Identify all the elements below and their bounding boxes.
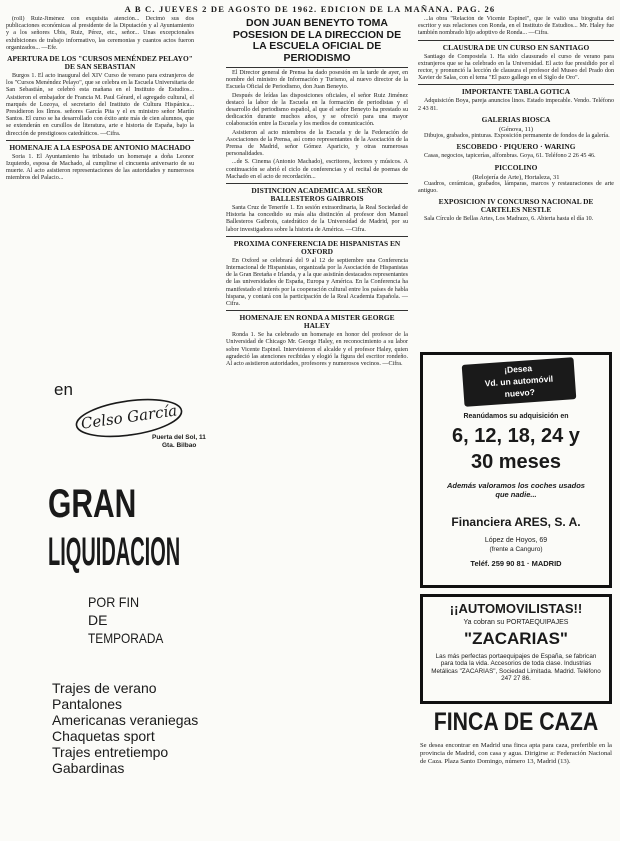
col3-article5-sub: (Relojería de Arte), Hortaleza, 31	[472, 173, 560, 181]
column-2	[226, 16, 408, 834]
divider	[418, 84, 614, 85]
ares-meses: 30 meses	[470, 451, 562, 473]
finca-caza-ad	[416, 708, 616, 828]
ares-phone: Teléf. 259 90 81 · MADRID	[470, 559, 562, 568]
celso-garcia-logo	[74, 398, 184, 438]
celso-address2: Gta. Bilbao	[162, 442, 197, 449]
col3-article6-heading: EXPOSICION IV CONCURSO NACIONAL DE CARTELES NESTLE	[438, 197, 594, 215]
celso-liquidacion: LIQUIDACION	[48, 530, 181, 574]
col2-article4-body: Ronda 1. Se ha celebrado un homenaje en honor del profesor de la Universidad de Chicago Mr. George Haley, en reconocimiento a su labor sobre Vicente Espinel. Intervinieron el alcalde y el profesor Haley, quien agradeció las atenciones recibidas y elogió la figura del escritor rondeño. Al acto asistieron autoridades, profesores y numerosos vecinos. —Cifra.	[226, 332, 408, 368]
col2-article3-body: En Oxford se celebrará del 9 al 12 de septiembre una Conferencia Internacional de Hispanistas, organizada por la Asociación de Hispanistas de la Gran Bretaña e Irlanda, y a la que asistirán destacados representantes de las universidades de España, Europa y América. En la Conferencia ha manifestado el interés por la cooperación cultural entre los países de habla hispana, y contará con la participación de la Real Academia Española. —Cifra.	[226, 257, 408, 308]
col3-article5-heading: PICCOLINO	[494, 162, 538, 172]
col1-article2-body: Soria 1. El Ayuntamiento ha tributado un homenaje a doña Leonor Izquierdo, esposa de Machado, al cumplirse el cincuenta aniversario de su muerte. Al acto asistieron representaciones de las autoridades y numerosos miembros del Palacio...	[6, 153, 194, 182]
divider	[226, 310, 408, 311]
ares-banner	[462, 357, 577, 407]
ares-banner-line: nuevo?	[504, 386, 536, 400]
col1-top-text: (roll) Ruiz-Jiménez con exquisita atención... Decimó sus dos publicaciones económicas al presidente de la Diputación y al Ayuntamiento y a los señores Ubis, Ruiz, Pérez, etc., señor... Unas excepcionales exhibiciones de trabajo informativo, las ceremonias y cuantos actos fueron organizados... —Efe.	[6, 16, 194, 51]
col3-article3-heading: GALERIAS BIOSCA	[481, 114, 551, 124]
page-header: A B C. JUEVES 2 DE AGOSTO DE 1962. EDICION DE LA MAÑANA. PAG. 26	[124, 4, 496, 14]
col2-paragraph: El Director general de Prensa ha dado posesión en la tarde de ayer, en nombre del ministro de Información y Turismo, al nuevo director de la Escuela Oficial de Periodismo, don Juan Beneyto.	[226, 70, 408, 91]
celso-item: Pantalones	[52, 696, 123, 712]
ares-intro: Reanúdamos su adquisición en	[463, 413, 569, 420]
col3-article1-body: Santiago de Compostela 1. Ha sido clausurado el curso de verano para extranjeros que se ha celebrado en la Universidad. El acto fue presidido por el rector, y pronunció la lección de clausura el profesor del Museo del Prado don Xavier de Salas, con el tema "El pazo gallego en el Siglo de Oro".	[418, 53, 614, 82]
col2-article4-heading: HOMENAJE EN RONDA A MISTER GEORGE HALEY	[239, 313, 395, 331]
col3-paragraph: ...la obra "Relación de Vicente Espinel", que le valió una biografía del escritor y sus relaciones con Ronda, en el Instituto de Estudios... Mr. Haley fue también nombrado hijo adoptivo de Ronda... —Cifra.	[418, 16, 614, 37]
celso-item: Trajes entretiempo	[52, 744, 169, 760]
celso-item: Americanas veraniegas	[52, 712, 199, 728]
celso-por-fin: POR FIN	[88, 594, 140, 610]
ares-valoramos: Además valoramos los coches usados que nadie...	[447, 481, 585, 499]
ares-address: López de Hoyos, 69	[484, 537, 548, 544]
col1-article1-body: Burgos 1. El acto inaugural del XIV Curso de verano para extranjeros de los "Cursos Menéndez Pelayo", que se celebra en la Escuela Universitaria de San Sebastián, se celebró esta mañana en el Instituto de Estudios... Asistieron el embajador de Francia M. Paul Gérard, el agregado cultural, el marqués de Lozoya, el secretario del Instituto de Cultura Hispánica... Presidieron los Ilmos. señores García Pita y el ex ministro señor Martín Santos. El curso se ha desarrollado con éxito ante más de cien alumnos, que se extenderán en cursillos de literatura, arte e historia de España, bajo la dirección de prestigiosos catedráticos. —Cifra.	[6, 73, 194, 137]
ares-address2: (frente a Canguro)	[489, 546, 543, 553]
zacarias-name: "ZACARIAS"	[464, 629, 568, 648]
ares-banner-line: ¡Desea	[503, 363, 533, 375]
col2-article2-heading: DISTINCION ACADEMICA AL SEÑOR BALLESTEROS GAIBROIS	[251, 186, 383, 204]
col3-article1-heading: CLAUSURA DE UN CURSO EN SANTIAGO	[442, 42, 590, 52]
celso-item: Trajes de verano	[52, 680, 157, 696]
celso-gran: GRAN	[48, 482, 137, 526]
col2-article3-heading: PROXIMA CONFERENCIA DE HISPANISTAS EN OXFORD	[233, 238, 401, 256]
zacarias-ad	[420, 594, 612, 704]
column-1	[6, 16, 194, 351]
celso-temporada: TEMPORADA	[88, 630, 164, 646]
ares-company: Financiera ARES, S. A.	[451, 515, 581, 529]
column-3	[418, 16, 614, 361]
ares-plazos: 6, 12, 18, 24 y	[452, 425, 580, 447]
celso-en: en	[54, 380, 73, 399]
divider	[226, 236, 408, 237]
celso-garcia-ad	[34, 372, 212, 812]
ares-banner-line: Vd. un automóvil	[484, 373, 554, 389]
divider	[6, 140, 194, 141]
col2-paragraph: Después de leídas las disposiciones oficiales, el señor Ruiz Jiménez destacó la labor de la Escuela en la formación de periodistas y el desarrollo del periodismo español, al que el señor Beneyto ha prestado su dedicación durante muchos años, y se ofreció para una mayor colaboración entre la Escuela y los medios de comunicación.	[226, 92, 408, 128]
celso-item: Chaquetas sport	[52, 728, 155, 744]
celso-item: Gabardinas	[52, 760, 125, 776]
divider	[226, 67, 408, 68]
zacarias-text: Las más perfectas portaequipajes de España, se fabrican para toda la vida. Accesorios de toda clase. Industrias Metálicas "ZACARIAS", Sociedad Limitada. Madrid. Teléfono 247 27 86.	[431, 653, 601, 683]
col1-article1-heading: APERTURA DE LOS "CURSOS MENÉNDEZ PELAYO" DE SAN SEBASTIAN	[7, 54, 193, 72]
col3-article2-heading: IMPORTANTE TABLA GOTICA	[461, 87, 571, 97]
col3-article2-body: Adquisición Boya, pareja anuncios linos. Estado impecable. Vendo. Teléfono 2 43 81.	[418, 98, 614, 112]
col3-article3-body: Dibujos, grabados, pinturas. Exposición permanente de fondos de la galería.	[424, 133, 610, 140]
finca-title: FINCA DE CAZA	[433, 708, 599, 736]
col2-paragraph: Asistieron al acto miembros de la Escuela y de la Federación de Asociaciones de la Prensa, así como representantes de la Asociación de la Prensa de Madrid, señor Gómez Aparicio, y otras numerosas personalidades.	[226, 129, 408, 158]
divider	[226, 183, 408, 184]
col2-article2-body: Santa Cruz de Tenerife 1. En sesión extraordinaria, la Real Sociedad de Historia ha concedido su más alta distinción al profesor don Manuel Ballesteros Gaibrois, catedrático de la Universidad de Madrid, por su labor investigadora sobre la historia de América. —Cifra.	[226, 205, 408, 233]
col3-article4-heading: ESCOBEDO · PIQUERO · WARING	[456, 142, 576, 152]
celso-de: DE	[88, 612, 108, 628]
zacarias-sub: Ya cobran su PORTAEQUIPAJES	[463, 619, 569, 626]
col3-article5-body: Cuadros, cerámicas, grabados, lámparas, marcos y restauraciones de arte antiguo.	[418, 181, 614, 195]
col3-article6-body: Sala Círculo de Bellas Artes, Los Madrazo, 6. Abierta hasta el día 10.	[424, 216, 594, 223]
celso-address: Puerta del Sol, 11	[152, 434, 206, 441]
col1-article2-heading: HOMENAJE A LA ESPOSA DE ANTONIO MACHADO	[9, 142, 191, 152]
col3-article3-sub: (Génova, 11)	[498, 125, 534, 133]
celso-brand: Celso García	[79, 401, 179, 433]
divider	[418, 40, 614, 41]
financiera-ares-ad	[420, 352, 612, 588]
col2-paragraph: ...de S. Cinema (Antonio Machado), escritores, lectores y músicos. A continuación se abrió el ciclo de conferencias y el recital de poemas de Machado en el acto de recordación...	[226, 159, 408, 180]
finca-text: Se desea encontrar en Madrid una finca apta para caza, preferible en la provincia de Madrid, con casa y agua. Dirigirse a: Federación Nacional de Caza. Plaza Santo Domingo, número 13, Madrid (13).	[420, 742, 612, 765]
celso-items	[52, 680, 198, 776]
col3-article4-body: Casas, negocios, tapicerías, alfombras. Goya, 61. Teléfono 2 26 45 46.	[424, 153, 596, 160]
zacarias-heading: ¡¡AUTOMOVILISTAS!!	[449, 601, 583, 616]
col2-main-heading: DON JUAN BENEYTO TOMA POSESION DE LA DIRECCION DE LA ESCUELA OFICIAL DE PERIODISMO	[232, 17, 402, 64]
